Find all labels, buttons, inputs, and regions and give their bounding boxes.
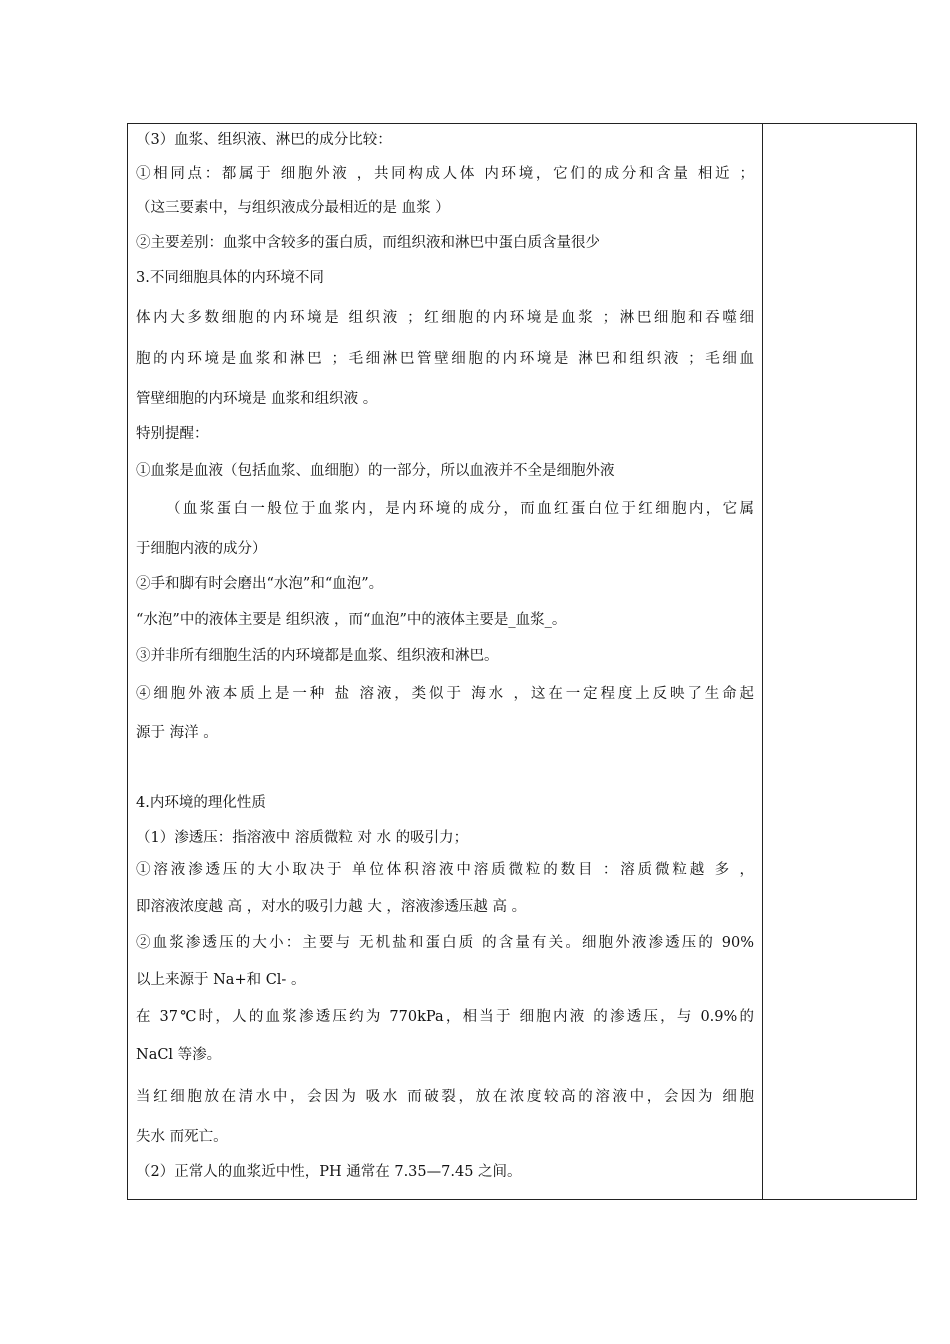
column-divider bbox=[762, 123, 763, 1200]
text-line: 即溶液浓度越 高 ，对水的吸引力越 大 ，溶液渗透压越 高 。 bbox=[136, 899, 527, 915]
text-line: 以上来源于 Na+和 Cl- 。 bbox=[136, 972, 306, 988]
text-line: 管壁细胞的内环境是 血浆和组织液 。 bbox=[136, 391, 378, 407]
text-line: （3）血浆、组织液、淋巴的成分比较： bbox=[136, 132, 392, 148]
section-heading: 4.内环境的理化性质 bbox=[136, 795, 266, 811]
text-line: （1）渗透压：指溶液中 溶质微粒 对 水 的吸引力； bbox=[136, 830, 469, 846]
text-line: ①相同点：都属于 细胞外液 ，共同构成人体 内环境，它们的成分和含量 相近 ； bbox=[136, 166, 754, 182]
text-line: 在 37℃时，人的血浆渗透压约为 770kPa，相当于 细胞内液 的渗透压，与 0.9%的 bbox=[136, 1009, 754, 1025]
text-line: 于细胞内液的成分） bbox=[136, 541, 267, 557]
text-line: 体内大多数细胞的内环境是 组织液 ；红细胞的内环境是血浆 ；淋巴细胞和吞噬细 bbox=[136, 310, 754, 326]
text-line: （血浆蛋白一般位于血浆内，是内环境的成分，而血红蛋白位于红细胞内，它属 bbox=[166, 501, 754, 517]
text-line: ④细胞外液本质上是一种 盐 溶液，类似于 海水 ，这在一定程度上反映了生命起 bbox=[136, 686, 754, 702]
text-line: ③并非所有细胞生活的内环境都是血浆、组织液和淋巴。 bbox=[136, 648, 499, 664]
text-line: 3.不同细胞具体的内环境不同 bbox=[136, 270, 324, 286]
text-line: 胞的内环境是血浆和淋巴 ；毛细淋巴管壁细胞的内环境是 淋巴和组织液 ；毛细血 bbox=[136, 351, 754, 367]
text-line: 失水 而死亡。 bbox=[136, 1129, 228, 1145]
text-line: 特别提醒： bbox=[136, 426, 209, 442]
text-line: “水泡”中的液体主要是 组织液 ，而“血泡”中的液体主要是_血浆_。 bbox=[136, 612, 567, 628]
text-line: ②主要差别：血浆中含较多的蛋白质，而组织液和淋巴中蛋白质含量很少 bbox=[136, 235, 600, 251]
text-line: ②手和脚有时会磨出“水泡”和“血泡”。 bbox=[136, 576, 384, 592]
text-line: 当红细胞放在清水中，会因为 吸水 而破裂，放在浓度较高的溶液中，会因为 细胞 bbox=[136, 1089, 754, 1105]
text-line: NaCl 等渗。 bbox=[136, 1047, 222, 1063]
text-line: （2）正常人的血浆近中性，PH 通常在 7.35—7.45 之间。 bbox=[136, 1164, 522, 1180]
text-line: ①溶液渗透压的大小取决于 单位体积溶液中溶质微粒的数目 ：溶质微粒越 多 ， bbox=[136, 862, 754, 878]
text-line: ①血浆是血液（包括血浆、血细胞）的一部分，所以血液并不全是细胞外液 bbox=[136, 463, 615, 479]
text-line: 源于 海洋 。 bbox=[136, 725, 218, 741]
text-line: ②血浆渗透压的大小：主要与 无机盐和蛋白质 的含量有关。细胞外液渗透压的 90% bbox=[136, 935, 754, 951]
text-line: （这三要素中，与组织液成分最相近的是 血浆 ） bbox=[136, 200, 450, 216]
